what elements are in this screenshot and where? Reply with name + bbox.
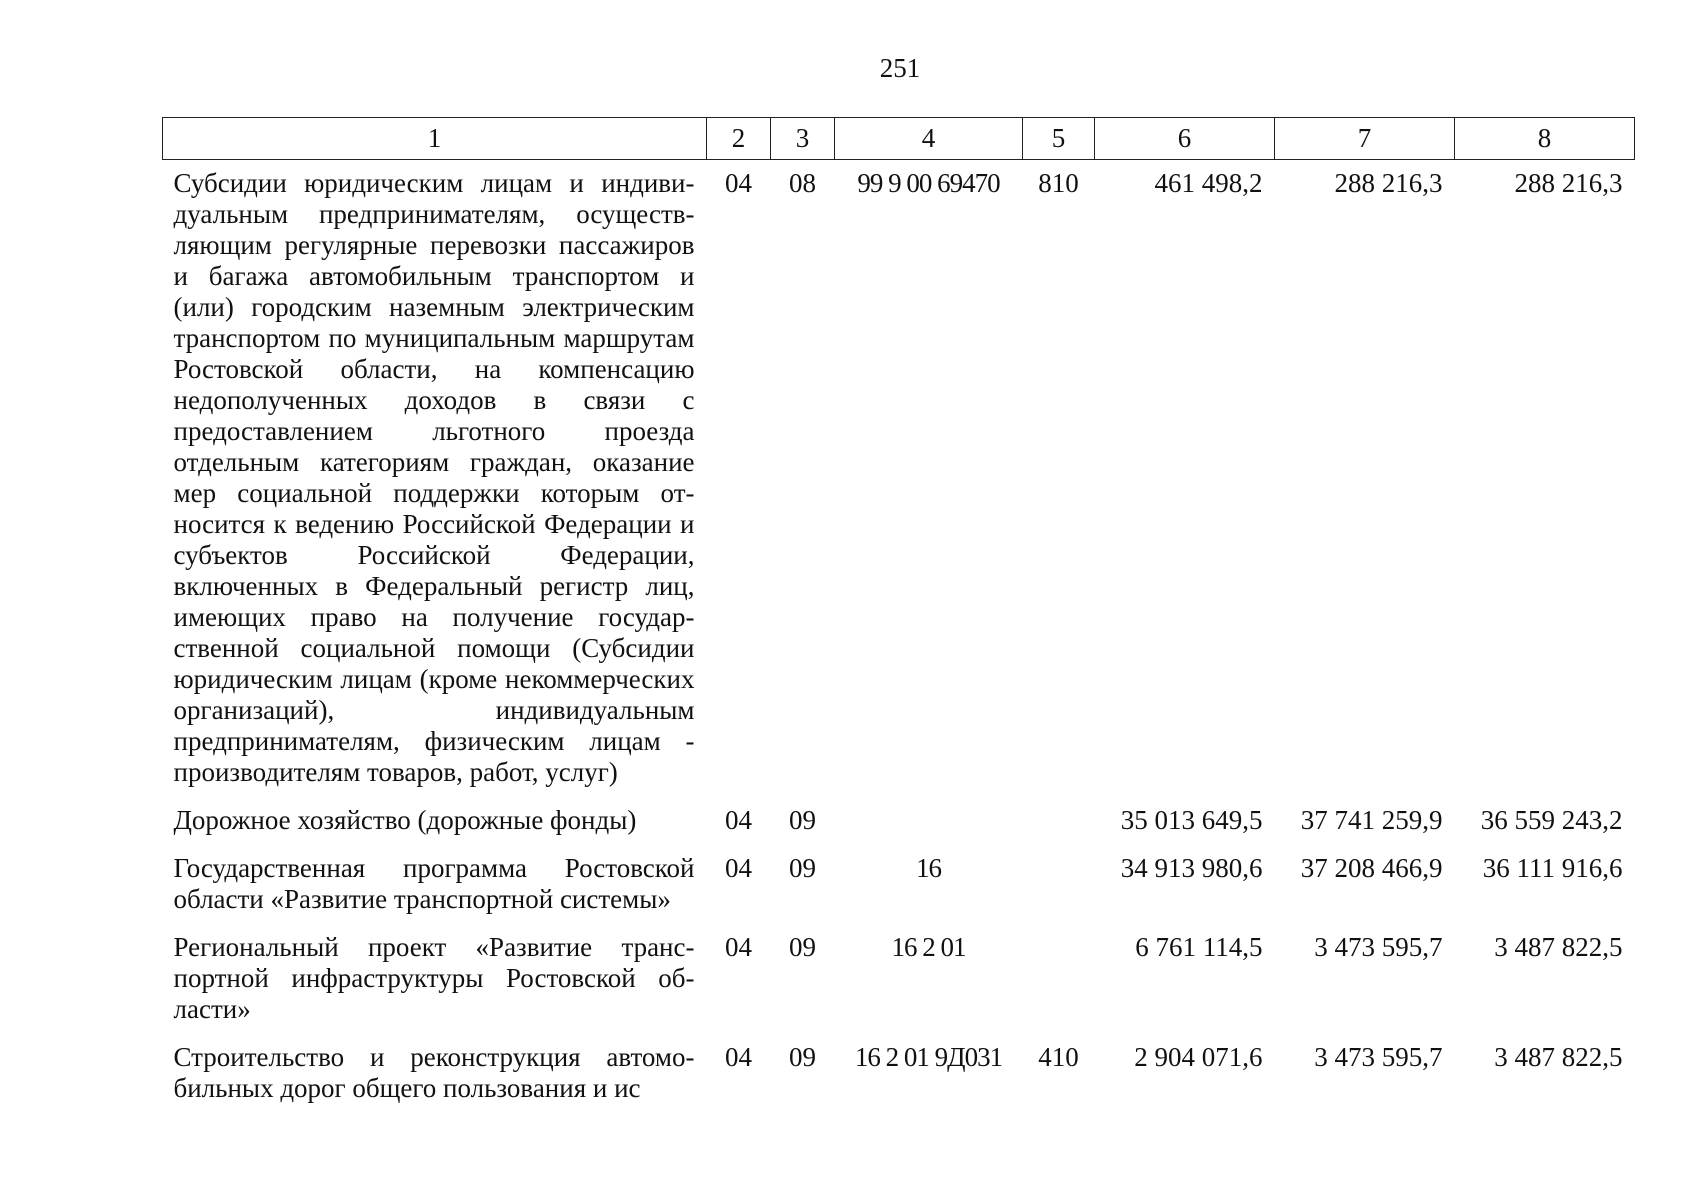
- row-description: Региональный проект «Развитие транспортной инфраструктуры Ростовской области»: [173, 932, 695, 1024]
- row-expense-type-code: 410: [1038, 1042, 1079, 1072]
- row-description: Строительство и реконструкция автомобильных дорог общего пользования и ис: [173, 1042, 695, 1103]
- table-row: [163, 160, 1635, 798]
- table-row: [163, 845, 1635, 924]
- row-expense-type-code: [1023, 845, 1095, 924]
- row-expense-type-code: [1023, 797, 1095, 845]
- row-description: Дорожное хозяйство (дорожные фонды): [173, 805, 637, 835]
- row-section-code: 04: [725, 805, 752, 835]
- row-section-code: 04: [725, 932, 752, 962]
- row-amount-col8: 3 487 822,5: [1494, 932, 1623, 962]
- row-amount-col7: 37 208 466,9: [1300, 853, 1443, 883]
- row-description: Государственная программа Ростовской области «Развитие транспортной системы»: [173, 853, 695, 914]
- row-amount-col7: 288 216,3: [1334, 168, 1443, 198]
- column-header-6: 6: [1095, 118, 1275, 160]
- column-header-7: 7: [1275, 118, 1455, 160]
- row-amount-col8: 36 111 916,6: [1482, 853, 1623, 883]
- row-amount-col7: 37 741 259,9: [1300, 805, 1443, 835]
- row-subsection-code: 09: [789, 1042, 816, 1072]
- row-subsection-code: 08: [789, 168, 816, 198]
- header-row: [163, 118, 1635, 160]
- table-row: [163, 797, 1635, 845]
- row-amount-col8: 36 559 243,2: [1480, 805, 1623, 835]
- page-number: 251: [879, 53, 921, 83]
- row-section-code: 04: [725, 853, 752, 883]
- row-target-code: 16 2 01: [891, 932, 966, 962]
- row-section-code: 04: [725, 1042, 752, 1072]
- row-subsection-code: 09: [789, 932, 816, 962]
- row-target-code: 16: [916, 853, 941, 883]
- column-header-1: 1: [163, 118, 707, 160]
- row-subsection-code: 09: [789, 853, 816, 883]
- row-target-code: 99 9 00 69470: [857, 168, 1000, 198]
- row-amount-col6: 461 498,2: [1154, 168, 1263, 198]
- row-amount-col7: 3 473 595,7: [1314, 1042, 1443, 1072]
- table-row: [163, 924, 1635, 1034]
- row-target-code: 16 2 01 9Д031: [854, 1042, 1003, 1072]
- row-amount-col8: 288 216,3: [1514, 168, 1623, 198]
- row-expense-type-code: 810: [1038, 168, 1079, 198]
- row-amount-col8: 3 487 822,5: [1494, 1042, 1623, 1072]
- row-amount-col6: 6 761 114,5: [1135, 932, 1263, 962]
- row-amount-col6: 34 913 980,6: [1120, 853, 1263, 883]
- row-expense-type-code: [1023, 924, 1095, 1034]
- row-subsection-code: 09: [789, 805, 816, 835]
- row-section-code: 04: [725, 168, 752, 198]
- column-header-3: 3: [771, 118, 835, 160]
- row-amount-col6: 35 013 649,5: [1120, 805, 1263, 835]
- column-header-8: 8: [1455, 118, 1635, 160]
- row-amount-col6: 2 904 071,6: [1134, 1042, 1263, 1072]
- column-header-5: 5: [1023, 118, 1095, 160]
- table-row: [163, 1034, 1635, 1113]
- column-header-2: 2: [707, 118, 771, 160]
- budget-table: [162, 117, 1635, 1113]
- row-description: Субсидии юридическим лицам и индивидуальным предпринимателям, осуществляющим регулярные перевозки пассажиров и багажа автомобильным транспортом и (или) городским наземным электрическим транспортом по муниципальным маршрутам Ростовской области, на компенсацию недополученных доходов в связи с предоставлением льготного проезда отдельным категориям граждан, оказание мер социальной поддержки которым относится к ведению Российской Федерации и субъектов Российской Федерации, включенных в Федеральный регистр лиц, имеющих право на получение государственной социальной помощи (Субсидии юридическим лицам (кроме некоммерческих организаций), индивидуальным предпринимателям, физическим лицам - производителям товаров, работ, услуг): [173, 168, 695, 787]
- column-header-4: 4: [835, 118, 1023, 160]
- row-target-code: [835, 797, 1023, 845]
- row-amount-col7: 3 473 595,7: [1314, 932, 1443, 962]
